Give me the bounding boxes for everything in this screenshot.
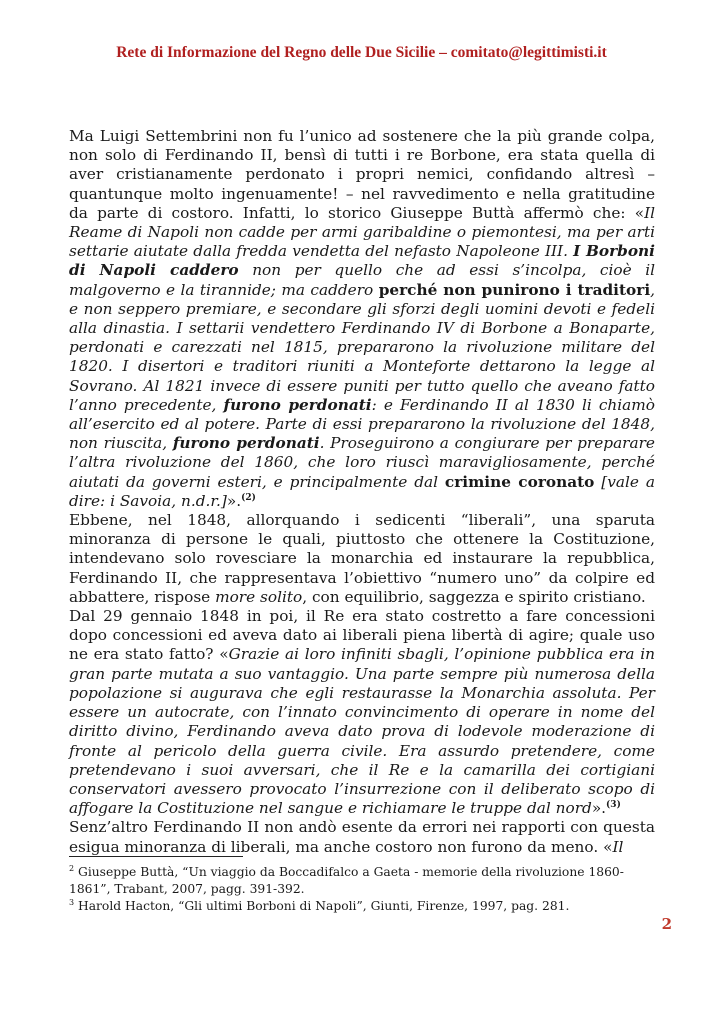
footnote — [69, 864, 655, 898]
footnote-number: 3 — [69, 897, 75, 907]
footnote-number: 2 — [69, 863, 75, 873]
quote-italic: , e non seppero premiare, e secondare gli sforzi degli uomini devoti e fedeli alla dinastia. I settarii vendettero Ferdinando IV di Borbone a Bonaparte, perdonati e carezzati nel 1815, prepararono la rivoluzione militare del 1820. I disertori e traditori riuniti a Monteforte dettarono la legge al Sovrano. Al 1821 invece di essere puniti per tutto quello che aveano fatto l’anno precedente, — [69, 280, 656, 414]
main-text — [69, 127, 655, 857]
footnote — [69, 898, 655, 915]
quote-bold: I Borboni di Napoli caddero — [69, 242, 655, 280]
header-title: Rete di Informazione del Regno delle Due Sicilie – comitato@legittimisti.it — [116, 44, 607, 61]
quote-bold: perché non punirono i traditori — [378, 280, 651, 299]
text-italic: more solito — [215, 587, 303, 606]
quote-bold: furono perdonati — [172, 434, 320, 453]
text-run: Senz’altro Ferdinando II non andò esente da errori nei rapporti con questa esigua minoranza di liberali, ma anche costoro non furono da meno. « — [69, 818, 655, 856]
text-run: Ebbene, nel 1848, allorquando i sedicenti “liberali”, una sparuta minoranza di persone le quali, piuttosto che ottenere la Costituzione, intendevano solo rovesciare la monarchia ed instaurare la repubblica, Ferdinando II, che rappresentava l’obiettivo “numero uno” da colpire ed abbattere, rispose — [69, 511, 655, 606]
quote-bold: crimine coronato — [444, 472, 595, 491]
footnotes — [69, 864, 655, 915]
paragraph-3 — [69, 607, 655, 818]
footnote-text: Harold Hacton, “Gli ultimi Borboni di Napoli”, Giunti, Firenze, 1997, pag. 281. — [74, 899, 570, 913]
footnote-divider — [69, 856, 243, 857]
page-header — [0, 44, 723, 62]
footnote-text: Giuseppe Buttà, “Un viaggio da Boccadifalco a Gaeta - memorie della rivoluzione 1860-1861”, Trabant, 2007, pagg. 391-392. — [69, 865, 624, 896]
paragraph-2 — [69, 511, 655, 607]
quote-italic: Il — [612, 837, 624, 856]
footnote-ref: (2) — [241, 492, 256, 503]
quote-italic: : e Ferdinando II al 1830 li chiamò all’esercito ed al potere. Parte di essi prepararono la rivoluzione del 1848, non riuscita, — [69, 395, 655, 453]
text-run: , con equilibrio, saggezza e spirito cristiano. — [302, 587, 646, 606]
paragraph-4 — [69, 818, 655, 856]
text-run: ». — [226, 491, 242, 510]
quote-italic: Grazie ai loro infiniti sbagli, l’opinione pubblica era in gran parte mutata a suo vantaggio. Una parte sempre più numerosa della popolazione si augurava che egli restaurasse la Monarchia assoluta. Per essere un autocrate, con l’innato convincimento di operare in nome del diritto divino, Ferdinando aveva dato prova di lodevole moderazione di fronte al pericolo della guerra civile. Era assurdo pretendere, come pretendevano i suoi avversari, che il Re e la camarilla dei cortigiani conservatori avessero provocato l’insurrezione con il deliberato scopo di affogare la Costituzione nel sangue e richiamare le truppe dal nord — [69, 645, 655, 818]
paragraph-1 — [69, 127, 655, 511]
text-run: ». — [591, 799, 607, 818]
footnote-ref: (3) — [606, 800, 621, 811]
text-run: Ma Luigi Settembrini non fu l’unico ad sostenere che la più grande colpa, non solo di Ferdinando II, bensì di tutti i re Borbone, era stata quella di aver cristianamente perdonato i propri nemici, confidando altresì – quantunque molto ingenuamente! – nel ravvedimento e nella gratitudine da parte di costoro. Infatti, lo storico Giuseppe Buttà affermò che: « — [69, 127, 655, 222]
quote-italic: Il Reame di Napoli non cadde per armi garibaldine o piemontesi, ma per arti settarie aiutate dalla fredda vendetta del nefasto Napoleone III. — [69, 203, 655, 261]
text-run: Dal 29 gennaio 1848 in poi, il Re era stato costretto a fare concessioni dopo concessioni ed aveva dato ai liberali piena libertà di agire; quale uso ne era stato fatto? « — [69, 607, 655, 664]
quote-bold: furono perdonati — [223, 395, 372, 414]
page-number: 2 — [661, 915, 672, 933]
quote-italic: [vale a dire: i Savoia, n.d.r.] — [69, 472, 655, 510]
quote-italic: non per quello che ad essi s’incolpa, cioè il malgoverno e la tirannide; ma caddero — [69, 261, 656, 299]
quote-italic: . Proseguirono a congiurare per preparare l’altra rivoluzione del 1860, che loro riuscì maravigliosamente, perché aiutati da governi esteri, e principalmente dal — [69, 434, 655, 491]
